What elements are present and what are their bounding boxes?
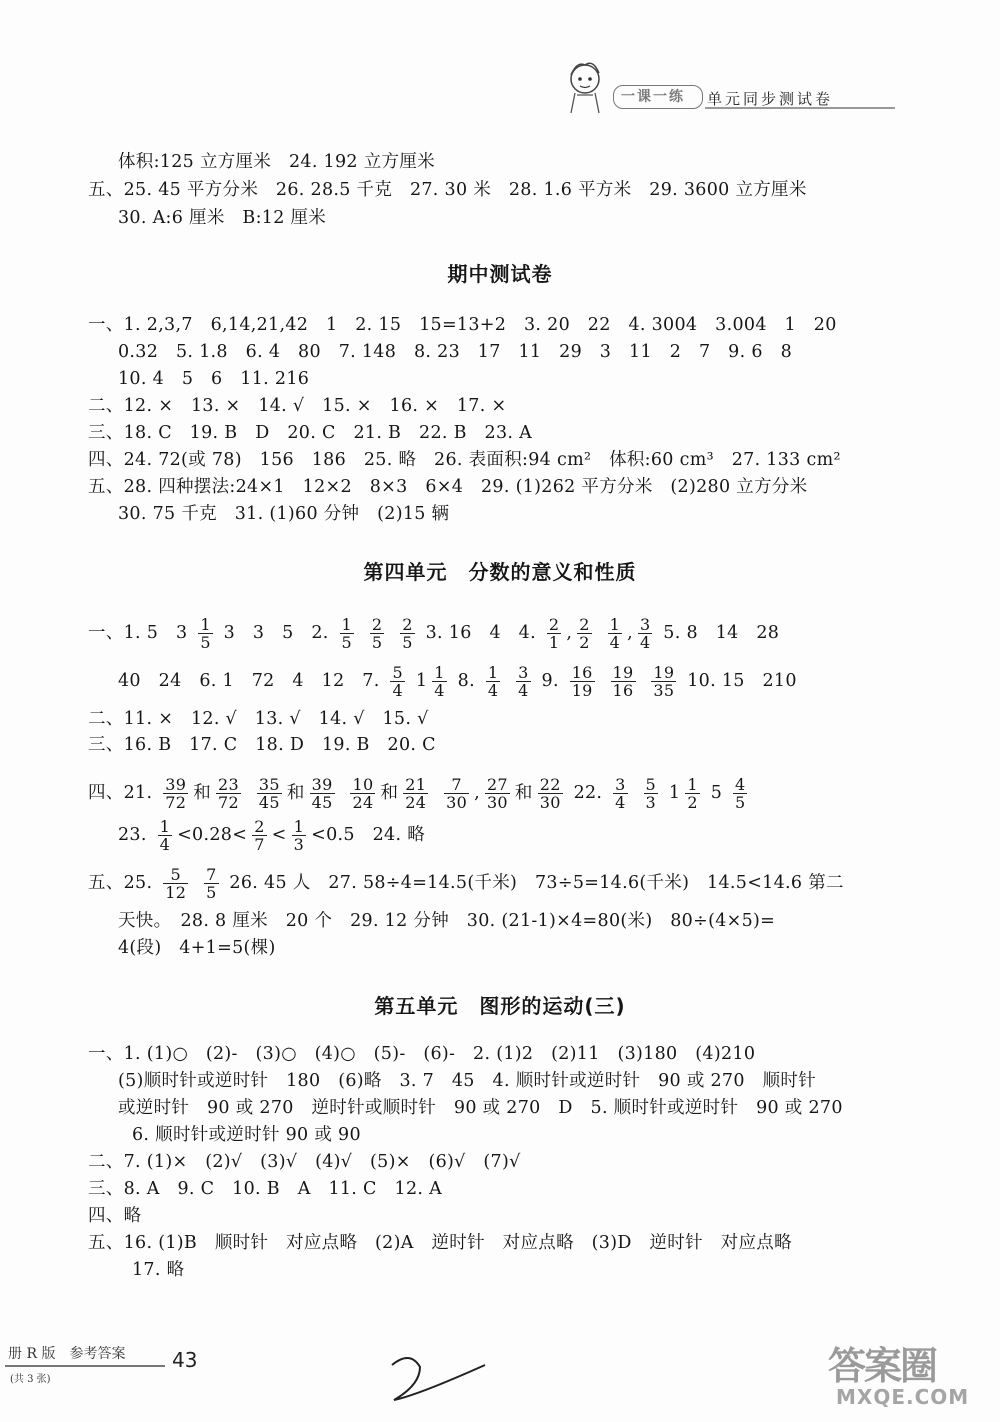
- unit4-line-9: 4(段) 4+1=5(棵): [118, 938, 276, 958]
- fraction: $\frac{10}{24}$: [352, 775, 374, 812]
- unit4-l5-text-a: 四、21.: [88, 783, 153, 803]
- unit4-l7-text-a: 五、25.: [88, 873, 153, 893]
- fraction: $\frac{3}{4}$: [518, 663, 529, 700]
- watermark-stamp: 答案圈: [828, 1344, 937, 1388]
- fraction: $\frac{1}{5}$: [200, 615, 211, 652]
- fraction: $\frac{1}{5}$: [341, 615, 353, 652]
- top-line-3: 30. A:6 厘米 B:12 厘米: [118, 208, 327, 228]
- fraction: $\frac{3}{4}$: [615, 775, 626, 812]
- fraction: $\frac{16}{19}$: [571, 663, 593, 700]
- footer-sub: (共 3 张): [10, 1374, 51, 1385]
- fraction: $\frac{4}{5}$: [735, 775, 746, 812]
- fraction: $\frac{5}{3}$: [645, 775, 657, 812]
- unit4-title: 第四单元 分数的意义和性质: [363, 560, 637, 584]
- fraction: $\frac{1}{3}$: [293, 817, 305, 854]
- unit4-l1-text-b: 3 3 5 2.: [223, 623, 329, 643]
- unit4-l6-text-a: 23.: [118, 825, 147, 845]
- midterm-line-2: 0.32 5. 1.8 6. 4 80 7. 148 8. 23 17 11 29 3 11 2 7 9. 6 8: [118, 342, 793, 362]
- unit4-l5-text-c: 1: [668, 783, 681, 803]
- fraction: $\frac{2}{5}$: [371, 615, 383, 652]
- fraction: $\frac{23}{72}$: [218, 775, 239, 812]
- fraction: $\frac{1}{4}$: [434, 663, 445, 700]
- unit5-line-9: 17. 略: [132, 1260, 185, 1280]
- and-word: 和: [380, 783, 399, 803]
- fraction: $\frac{27}{30}$: [486, 775, 508, 812]
- unit5-title: 第五单元 图形的运动(三): [374, 994, 626, 1018]
- unit4-l2-text-c: 8.: [457, 671, 475, 691]
- fraction: $\frac{2}{1}$: [548, 615, 560, 652]
- unit4-l6-text-c: <: [271, 825, 287, 845]
- midterm-line-7: 五、28. 四种摆法:24×1 12×2 8×3 6×4 29. (1)262 平方分米 (2)280 立方分米: [88, 477, 808, 497]
- and-word: 和: [514, 783, 533, 803]
- fraction: $\frac{2}{5}$: [402, 615, 413, 652]
- unit4-l5-text-b: 22.: [573, 783, 603, 803]
- unit4-l6-text-b: <0.28<: [177, 825, 248, 845]
- unit4-l1-text-c: 3. 16 4 4.: [425, 623, 536, 643]
- unit4-line-5: 四、21. $\frac{39}{72}$ 和 $\frac{23}{72}$ $\frac{35}{45}$ 和 $\frac{39}{45}$ $\frac{10}{24}$ 和 $\frac{21}{24}$ $\frac{7}{30}$ , $\frac{27}{30}$ 和 $\frac{22}{30}$ 22. $\frac{3}{4}$ $\frac{5}{3}$ 1 $\frac{1}{2}$ 5 $\frac{4}{5}$: [88, 775, 746, 812]
- fraction: $\frac{2}{2}$: [579, 615, 590, 652]
- fraction: $\frac{19}{35}$: [653, 663, 675, 700]
- unit5-line-2: (5)顺时针或逆时针 180 (6)略 3. 7 45 4. 顺时针或逆时针 90 或 270 顺时针: [118, 1071, 816, 1091]
- midterm-title: 期中测试卷: [447, 262, 553, 286]
- unit4-line-8: 天快。 28. 8 厘米 20 个 29. 12 分钟 30. (21-1)×4=80(米) 80÷(4×5)=: [118, 911, 776, 931]
- logo-text: 一课一练: [621, 89, 685, 105]
- midterm-line-5: 三、18. C 19. B D 20. C 21. B 22. B 23. A: [88, 423, 533, 443]
- unit4-l7-text-b: 26. 45 人 27. 58÷4=14.5(千米) 73÷5=14.6(千米) 14.5<14.6 第二: [229, 873, 844, 893]
- unit4-l2-text-e: 10. 15 210: [687, 671, 797, 691]
- unit5-line-7: 四、略: [88, 1206, 142, 1226]
- handwritten-mark-icon: [380, 1345, 500, 1415]
- unit4-line-4: 三、16. B 17. C 18. D 19. B 20. C: [88, 735, 436, 755]
- unit5-line-3: 或逆时针 90 或 270 逆时针或顺时针 90 或 270 D 5. 顺时针或逆时针 90 或 270: [118, 1098, 843, 1118]
- fraction: $\frac{35}{45}$: [258, 775, 280, 812]
- page-number: 43: [172, 1348, 198, 1372]
- fraction: $\frac{3}{4}$: [639, 615, 651, 652]
- series-title: 单元同步测试卷: [707, 90, 834, 108]
- unit4-l5-text-d: 5: [710, 783, 723, 803]
- fraction: $\frac{5}{12}$: [165, 865, 187, 902]
- midterm-line-3: 10. 4 5 6 11. 216: [118, 369, 310, 389]
- midterm-line-4: 二、12. × 13. × 14. √ 15. × 16. × 17. ×: [88, 396, 507, 416]
- and-word: 和: [193, 783, 211, 803]
- unit4-line-6: [118, 818, 425, 853]
- fraction: $\frac{22}{30}$: [539, 775, 561, 812]
- and-word: 和: [286, 783, 305, 803]
- midterm-line-8: 30. 75 千克 31. (1)60 分钟 (2)15 辆: [118, 504, 450, 524]
- top-line-1: 体积:125 立方厘米 24. 192 立方厘米: [118, 152, 435, 172]
- midterm-line-1: 一、1. 2,3,7 6,14,21,42 1 2. 15 15=13+2 3. 20 22 4. 3004 3.004 1 20: [88, 315, 837, 335]
- unit5-line-8: 五、16. (1)B 顺时针 对应点略 (2)A 逆时针 对应点略 (3)D 逆时针 对应点略: [88, 1233, 792, 1253]
- unit4-line-1: 一、1. 5 3 $\frac{1}{5}$ 3 3 5 2. $\frac{1}{5}$ $\frac{2}{5}$ $\frac{2}{5}$ 3. 16 4 4. $\frac{2}{1}$ , $\frac{2}{2}$ $\frac{1}{4}$ , $\frac{3}{4}$ 5. 8 14 28: [88, 615, 780, 652]
- fraction: $\frac{7}{30}$: [446, 775, 468, 812]
- footer-rule: [5, 1365, 165, 1367]
- unit4-l2-text-d: 9.: [541, 671, 559, 691]
- fraction: $\frac{21}{24}$: [405, 775, 427, 812]
- watermark-site: MXQE.COM: [836, 1385, 970, 1409]
- cartoon-boy-icon: [555, 55, 615, 125]
- unit4-l6-text-d: <0.5 24. 略: [311, 825, 426, 845]
- unit4-line-7: [88, 866, 844, 901]
- unit5-line-4: 6. 顺时针或逆时针 90 或 90: [132, 1125, 361, 1145]
- fraction: $\frac{5}{4}$: [392, 663, 403, 700]
- footer-edition: 册 R 版 参考答案: [8, 1346, 126, 1362]
- unit4-l1-text-d: 5. 8 14 28: [663, 623, 780, 643]
- fraction: $\frac{7}{5}$: [206, 865, 217, 902]
- unit4-line-3: 二、11. × 12. √ 13. √ 14. √ 15. √: [88, 709, 429, 729]
- top-line-2: 五、25. 45 平方分米 26. 28.5 千克 27. 30 米 28. 1.6 平方米 29. 3600 立方厘米: [88, 180, 807, 200]
- fraction: $\frac{2}{7}$: [254, 817, 265, 854]
- fraction: $\frac{19}{16}$: [612, 663, 634, 700]
- unit5-line-6: 三、8. A 9. C 10. B A 11. C 12. A: [88, 1179, 443, 1199]
- fraction: $\frac{1}{4}$: [159, 817, 171, 854]
- unit4-l1-text-a: 一、1. 5 3: [88, 623, 188, 643]
- unit4-line-2: [118, 664, 797, 699]
- fraction: $\frac{1}{4}$: [487, 663, 499, 700]
- fraction: $\frac{1}{4}$: [609, 615, 621, 652]
- fraction: $\frac{39}{72}$: [165, 775, 187, 812]
- unit4-l2-text-b: 1: [415, 671, 428, 691]
- fraction: $\frac{1}{2}$: [687, 775, 698, 812]
- unit5-line-5: 二、7. (1)× (2)√ (3)√ (4)√ (5)× (6)√ (7)√: [88, 1152, 521, 1172]
- fraction: $\frac{39}{45}$: [311, 775, 333, 812]
- unit5-line-1: 一、1. (1)○ (2)- (3)○ (4)○ (5)- (6)- 2. (1)2 (2)11 (3)180 (4)210: [88, 1044, 756, 1064]
- unit4-l2-text-a: 40 24 6. 1 72 4 12 7.: [118, 671, 380, 691]
- midterm-line-6: 四、24. 72(或 78) 156 186 25. 略 26. 表面积:94 cm² 体积:60 cm³ 27. 133 cm²: [88, 450, 841, 470]
